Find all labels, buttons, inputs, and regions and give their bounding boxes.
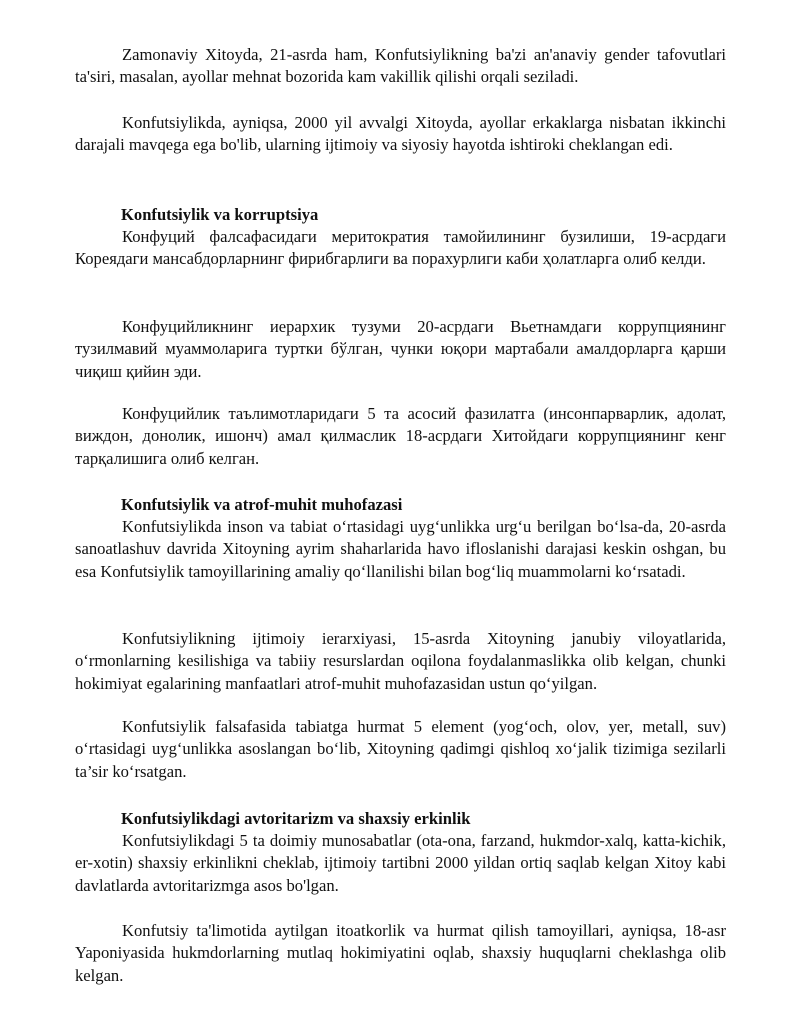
paragraph-gender-modern: Zamonaviy Xitoyda, 21-asrda ham, Konfutsiylikning ba'zi an'anaviy gender tafovutlari ta'siri, masalan, ayollar mehnat bozorida kam vakillik qilishi orqali seziladi. — [75, 45, 726, 87]
paragraph-environment-industrial: Konfutsiylikda inson va tabiat o‘rtasidagi uyg‘unlikka urg‘u berilgan bo‘lsa-da, 20-asrda sanoatlashuv davrida Xitoyning ayrim shaharlarida havo ifloslanishi darajasi keskin oshgan, bu esa Konfutsiylik tamoyillarining amaliy qo‘llanilishi bilan bog‘liq muammolarni ko‘rsatadi. — [75, 517, 726, 581]
heading-environment: Konfutsiylik va atrof-muhit muhofazasi — [121, 495, 403, 514]
paragraph-corruption-vietnam: Конфуцийликнинг иерархик тузуми 20-асрдаги Вьетнамдаги коррупциянинг тузилмавий муаммоларига туртки бўлган, чунки юқори мартабали амалдорларга қарши чиқиш қийин эди. — [75, 317, 726, 381]
paragraph-corruption-china: Конфуцийлик таълимотларидаги 5 та асосий фазилатга (инсонпарварлик, адолат, виждон, донолик, ишонч) амал қилмаслик 18-асрдаги Хитойдаги коррупциянинг кенг тарқалишига олиб келган. — [75, 404, 726, 468]
paragraph-gender-ancient: Konfutsiylikda, ayniqsa, 2000 yil avvalgi Xitoyda, ayollar erkaklarga nisbatan ikkinchi darajali mavqega ega bo'lib, ularning ijtimoiy va siyosiy hayotda ishtiroki cheklangan edi. — [75, 113, 726, 155]
heading-corruption: Konfutsiylik va korruptsiya — [121, 205, 319, 224]
paragraph-corruption-korea: Конфуций фалсафасидаги меритократия тамойилининг бузилиши, 19-асрдаги Кореядаги мансабдорларнинг фирибгарлиги ва порахурлиги каби ҳолатларга олиб келди. — [75, 227, 726, 269]
paragraph-authoritarianism-japan: Konfutsiy ta'limotida aytilgan itoatkorlik va hurmat qilish tamoyillari, ayniqsa, 18-asr Yaponiyasida hukmdorlarning mutlaq hokimiyatini oqlab, shaxsiy huquqlarni cheklashga olib kelgan. — [75, 921, 726, 985]
paragraph-authoritarianism-relations: Konfutsiylikdagi 5 ta doimiy munosabatlar (ota-ona, farzand, hukmdor-xalq, katta-kichik, er-xotin) shaxsiy erkinlikni cheklab, ijtimoiy tartibni 2000 yildan ortiq saqlab kelgan Xitoy kabi davlatlarda avtoritarizmga asos bo'lgan. — [75, 831, 726, 895]
paragraph-environment-forests: Konfutsiylikning ijtimoiy ierarxiyasi, 15-asrda Xitoyning janubiy viloyatlarida, o‘rmonlarning kesilishiga va tabiiy resurslardan oqilona foydalanmaslikka olib kelgan, chunki hokimiyat egalarining manfaatlari atrof-muhit muhofazasidan ustun qo‘yilgan. — [75, 629, 726, 693]
paragraph-environment-elements: Konfutsiylik falsafasida tabiatga hurmat 5 element (yog‘och, olov, yer, metall, suv) o‘rtasidagi uyg‘unlikka asoslangan bo‘lib, Xitoyning qadimgi qishloq xo‘jalik tizimiga sezilarli ta’sir ko‘rsatgan. — [75, 717, 726, 781]
heading-authoritarianism: Konfutsiylikdagi avtoritarizm va shaxsiy erkinlik — [121, 809, 471, 828]
